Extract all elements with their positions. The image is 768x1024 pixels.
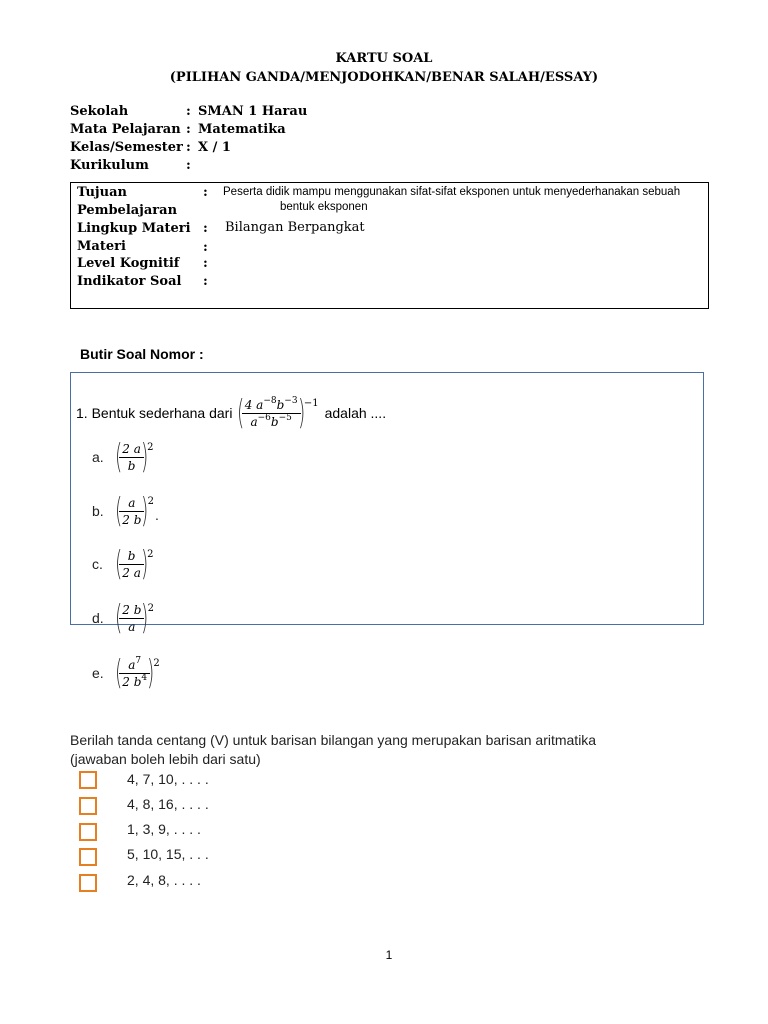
tujuan-value: Peserta didik mampu menggunakan sifat-sifat eksponen untuk menyederhanakan sebuah (223, 186, 681, 198)
option-c[interactable] (92, 544, 154, 584)
option-letter: e. (92, 665, 104, 681)
frac-num-var: b (276, 397, 285, 412)
option-d[interactable] (92, 598, 155, 638)
option-exponent: 2 (147, 496, 155, 507)
left-paren: ( (114, 491, 123, 531)
checkbox-4[interactable] (79, 848, 97, 866)
option-exponent: 2 (147, 603, 155, 614)
page-title: KARTU SOAL (335, 51, 433, 66)
option-den: 2 b (122, 674, 142, 689)
frac-num-coef: 4 a (244, 397, 264, 412)
level-kognitif-label: Level Kognitif (77, 256, 180, 271)
question-line (76, 393, 387, 433)
info-label: Kurikulum (70, 158, 149, 173)
option-num: 2 b (119, 603, 144, 619)
info-row-kurikulum (70, 158, 470, 176)
left-paren: ( (114, 653, 123, 693)
option-den: b (127, 458, 136, 473)
left-paren: ( (114, 598, 123, 638)
option-fraction (119, 655, 150, 689)
checklist-item-4: 5, 10, 15, . . . (127, 846, 209, 862)
checkbox-1[interactable] (79, 771, 97, 789)
frac-den-exp1: −6 (257, 412, 271, 423)
info-value: X / 1 (198, 140, 231, 155)
info-colon: : (186, 158, 191, 173)
info-row-sekolah (70, 104, 470, 122)
outer-exponent: −1 (303, 398, 319, 409)
option-exponent: 2 (153, 658, 160, 669)
info-row-kelas (70, 140, 470, 158)
box-colon: : (203, 274, 208, 289)
option-num: a (119, 496, 144, 512)
box-colon: : (203, 185, 208, 200)
box-colon: : (203, 240, 208, 255)
box-colon: : (203, 221, 208, 236)
option-letter: b. (92, 503, 104, 519)
frac-den-var2: b (270, 414, 279, 429)
tujuan-label: Tujuan (77, 185, 127, 200)
info-colon: : (186, 122, 191, 137)
checkbox-5[interactable] (79, 874, 97, 892)
option-letter: d. (92, 610, 104, 626)
info-block (70, 104, 470, 176)
option-letter: a. (92, 449, 104, 465)
option-exponent: 2 (147, 549, 154, 560)
option-num: b (119, 549, 144, 565)
option-num: a (128, 657, 136, 672)
tujuan-value-2: bentuk eksponen (280, 201, 368, 213)
right-paren: ) (141, 491, 149, 531)
checklist-item-3: 1, 3, 9, . . . . (127, 821, 201, 837)
checklist-item-5: 2, 4, 8, . . . . (127, 872, 201, 888)
page-subtitle: (PILIHAN GANDA/MENJODOHKAN/BENAR SALAH/ESSAY) (169, 70, 599, 85)
option-den: 2 b (122, 512, 142, 527)
frac-den-exp2: −5 (278, 412, 292, 423)
question-suffix: adalah .... (324, 405, 387, 421)
option-den: a (128, 619, 136, 634)
learning-objective-box (70, 182, 709, 309)
info-label: Mata Pelajaran (70, 122, 181, 137)
question-prefix: 1. Bentuk sederhana dari (76, 405, 233, 421)
indikator-label: Indikator Soal (77, 274, 182, 289)
pembelajaran-label: Pembelajaran (77, 203, 178, 218)
checkbox-3[interactable] (79, 823, 97, 841)
frac-den-var1: a (250, 414, 258, 429)
option-letter: c. (92, 556, 103, 572)
right-paren: ) (297, 393, 305, 433)
option-num-exp: 7 (135, 655, 142, 666)
left-paren: ( (114, 437, 123, 477)
left-paren: ( (114, 544, 123, 584)
option-e[interactable] (92, 653, 160, 693)
info-value: Matematika (198, 122, 286, 137)
butir-soal-label: Butir Soal Nomor : (80, 346, 204, 362)
info-colon: : (186, 104, 191, 119)
info-label: Kelas/Semester (70, 140, 183, 155)
option-den-exp: 4 (141, 672, 148, 683)
option-a[interactable] (92, 437, 154, 477)
left-paren: ( (237, 393, 245, 433)
right-paren: ) (140, 437, 149, 477)
right-paren: ) (141, 598, 149, 638)
lingkup-value: Bilangan Berpangkat (225, 220, 365, 235)
lingkup-label: Lingkup Materi (77, 221, 191, 236)
info-label: Sekolah (70, 104, 129, 119)
checklist-item-1: 4, 7, 10, . . . . (127, 771, 209, 787)
box-colon: : (203, 256, 208, 271)
info-value: SMAN 1 Harau (198, 104, 308, 119)
materi-label: Materi (77, 239, 126, 254)
right-paren: ) (147, 653, 155, 693)
page-number: 1 (385, 948, 393, 962)
option-trail: . (155, 507, 159, 523)
checkbox-2[interactable] (79, 797, 97, 815)
option-num: 2 a (119, 442, 144, 458)
checklist-instruction: Berilah tanda centang (V) untuk barisan bilangan yang merupakan barisan aritmatika (70, 732, 597, 748)
checklist-instruction-note: (jawaban boleh lebih dari satu) (70, 751, 261, 767)
option-b[interactable] (92, 491, 159, 531)
info-row-mapel (70, 122, 470, 140)
checklist-item-2: 4, 8, 16, . . . . (127, 796, 209, 812)
option-exponent: 2 (147, 442, 154, 453)
question-fraction (242, 395, 301, 429)
info-colon: : (186, 140, 191, 155)
right-paren: ) (140, 544, 149, 584)
frac-num-exp1: −8 (263, 395, 277, 406)
frac-num-exp2: −3 (284, 395, 298, 406)
option-den: 2 a (122, 565, 141, 580)
